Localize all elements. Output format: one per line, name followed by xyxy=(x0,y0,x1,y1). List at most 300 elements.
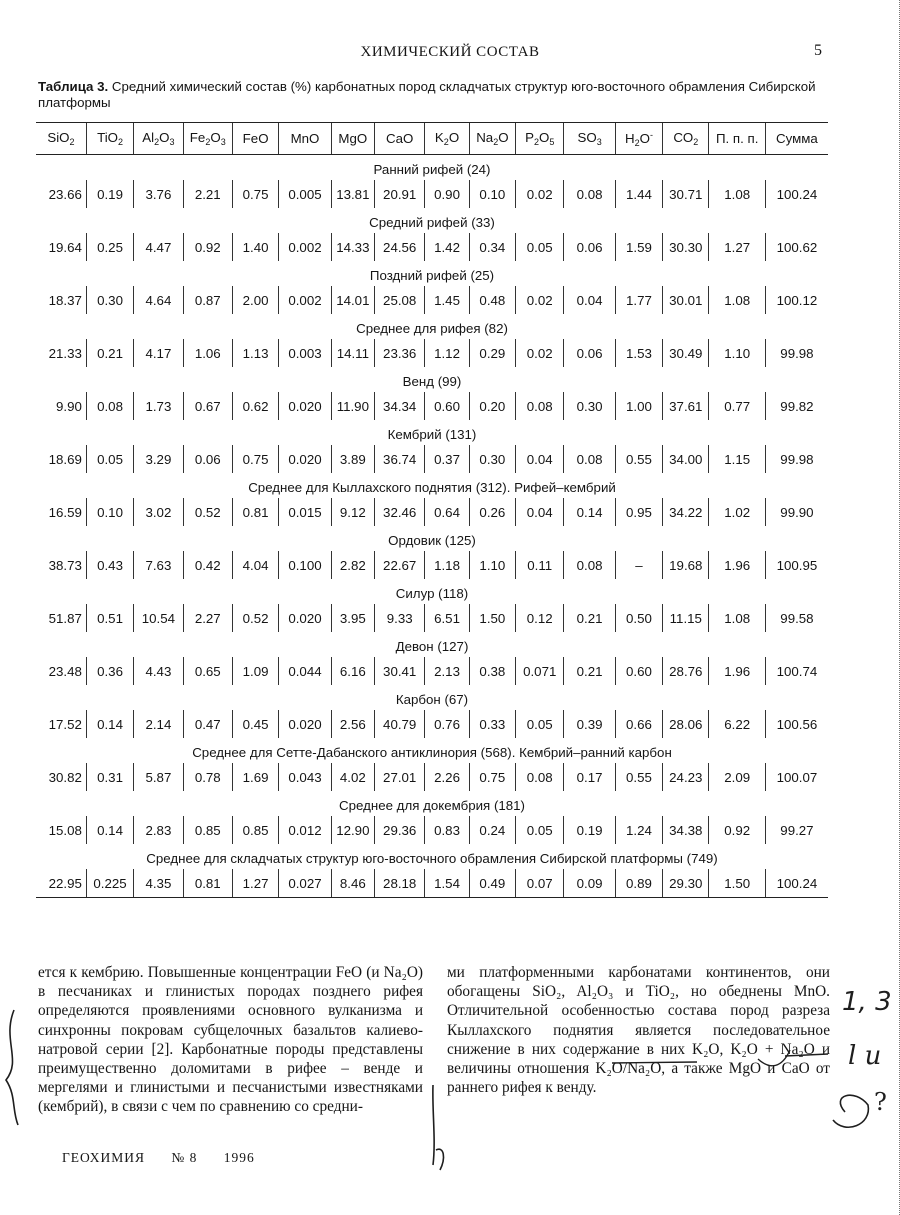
table-cell: 13.81 xyxy=(331,180,374,208)
table-cell: 0.015 xyxy=(279,498,331,526)
table-cell: – xyxy=(615,551,662,579)
period-title-row xyxy=(36,791,828,816)
column-header xyxy=(183,123,232,155)
footer-year: 1996 xyxy=(223,1150,255,1165)
table-row xyxy=(36,339,828,367)
table-cell: 0.17 xyxy=(564,763,615,791)
table-cell: 0.83 xyxy=(425,816,469,844)
table-cell: 0.05 xyxy=(516,816,564,844)
table-cell: 30.49 xyxy=(663,339,709,367)
page-footer xyxy=(62,1150,277,1166)
table-cell: 0.60 xyxy=(425,392,469,420)
handwritten-bracket-mid xyxy=(433,1085,434,1165)
page-number: 5 xyxy=(814,42,822,59)
table-cell: 2.27 xyxy=(183,604,232,632)
column-header-base: Na xyxy=(476,130,494,145)
table-cell: 10.54 xyxy=(134,604,183,632)
table-cell: 22.67 xyxy=(375,551,425,579)
column-header-subscript: 2 xyxy=(634,137,640,148)
table-label: Таблица 3. xyxy=(38,79,109,94)
table-cell: 2.13 xyxy=(425,657,469,685)
table-cell: 1.40 xyxy=(232,233,278,261)
table-cell: 0.49 xyxy=(469,869,515,898)
table-cell: 21.33 xyxy=(48,345,82,361)
table-cell: 0.21 xyxy=(86,339,133,367)
table-cell: 30.30 xyxy=(663,233,709,261)
table-cell: 0.66 xyxy=(615,710,662,738)
scan-edge xyxy=(896,0,900,1215)
column-header-base: Fe xyxy=(189,130,206,145)
table-cell: 99.90 xyxy=(765,498,828,526)
handwritten-mark-bottom xyxy=(436,1149,443,1170)
table-cell: 0.89 xyxy=(615,869,662,898)
table-cell: 27.01 xyxy=(375,763,425,791)
column-header-base: TiO xyxy=(97,130,118,145)
table-cell: 0.04 xyxy=(516,498,564,526)
table-cell: 0.14 xyxy=(86,710,133,738)
table-cell: 0.60 xyxy=(615,657,662,685)
table-cell: 0.30 xyxy=(469,445,515,473)
column-header xyxy=(134,123,183,155)
period-title: Венд (99) xyxy=(402,374,462,389)
table-cell: 0.67 xyxy=(183,392,232,420)
period-title-row xyxy=(36,526,828,551)
table-cell: 15.08 xyxy=(48,822,82,838)
table-row xyxy=(36,445,828,473)
table-cell: 0.06 xyxy=(564,233,615,261)
table-cell: 40.79 xyxy=(375,710,425,738)
table-cell: 19.64 xyxy=(48,239,82,255)
table-cell: 0.06 xyxy=(564,339,615,367)
period-title-row xyxy=(36,314,828,339)
handwritten-margin-text: l u xyxy=(848,1041,882,1071)
left-column-paragraph: ется к кембрию. Повышенные концентрации FeO (и Na₂O) в песчаниках и глинистых породах позднего рифея определяются проявлениями основного вулканизма и синхронны покровам субщелочных базальтов калиево-натровой серии [2]. Карбонатные породы представлены преимущественно доломитами в рифее – венде и мергелями и глинистыми и песчанистыми известняками (кембрий), в связи с чем по сравнению со средни- xyxy=(38,964,423,1116)
column-header-subscript: 2 xyxy=(443,137,449,147)
table-cell: 5.87 xyxy=(134,763,183,791)
table-cell: 0.005 xyxy=(279,180,331,208)
table-cell: 100.24 xyxy=(765,180,828,208)
table-cell: 8.46 xyxy=(331,869,374,898)
table-row xyxy=(36,657,828,685)
table-cell: 1.50 xyxy=(469,604,515,632)
table-cell: 2.09 xyxy=(709,763,765,791)
table-cell: 4.43 xyxy=(134,657,183,685)
table-row xyxy=(36,233,828,261)
column-header-subscript: 2 xyxy=(154,137,160,147)
period-title: Ранний рифей (24) xyxy=(373,162,491,177)
table-header-row xyxy=(36,123,828,155)
column-header-base: SO xyxy=(577,130,597,145)
table-cell: 0.21 xyxy=(564,604,615,632)
table-cell: 0.020 xyxy=(279,445,331,473)
table-cell: 0.85 xyxy=(232,816,278,844)
column-header xyxy=(765,123,828,155)
table-cell: 2.14 xyxy=(134,710,183,738)
period-title: Кембрий (131) xyxy=(387,427,477,442)
period-title: Среднее для докембрия (181) xyxy=(339,798,525,813)
table-cell: 6.51 xyxy=(425,604,469,632)
table-cell: 0.92 xyxy=(709,816,765,844)
column-header-base: MnO xyxy=(290,131,320,146)
table-cell: 1.08 xyxy=(709,604,765,632)
column-header xyxy=(375,123,425,155)
table-cell: 1.77 xyxy=(615,286,662,314)
table-cell: 37.61 xyxy=(663,392,709,420)
table-cell: 0.33 xyxy=(469,710,515,738)
period-title: Среднее для складчатых структур юго-восточного обрамления Сибирской платформы (749) xyxy=(146,851,718,866)
table-cell: 36.74 xyxy=(375,445,425,473)
table-cell: 17.52 xyxy=(48,716,82,732)
column-header-tail: O xyxy=(448,130,460,145)
column-header-base: Сумма xyxy=(776,131,818,146)
column-header-base: CaO xyxy=(386,131,414,146)
table-cell: 3.95 xyxy=(331,604,374,632)
table-cell: 1.96 xyxy=(709,657,765,685)
table-cell: 1.45 xyxy=(425,286,469,314)
footer-journal: ГЕОХИМИЯ xyxy=(62,1150,146,1165)
handwritten-question-mark: ? xyxy=(874,1088,887,1116)
table-cell: 14.11 xyxy=(331,339,374,367)
table-cell: 0.003 xyxy=(279,339,331,367)
period-title-row xyxy=(36,738,828,763)
table-cell: 0.76 xyxy=(425,710,469,738)
table-cell: 0.12 xyxy=(516,604,564,632)
table-cell: 0.002 xyxy=(279,233,331,261)
period-title-row xyxy=(36,208,828,233)
table-cell: 4.35 xyxy=(134,869,183,898)
table-row xyxy=(36,763,828,791)
column-header-subscript: 2 xyxy=(693,137,699,147)
table-cell: 34.00 xyxy=(663,445,709,473)
column-header-base: P xyxy=(525,130,534,145)
table-cell: 23.66 xyxy=(48,186,82,202)
table-cell: 0.62 xyxy=(232,392,278,420)
table-cell: 6.16 xyxy=(331,657,374,685)
table-cell: 1.08 xyxy=(709,286,765,314)
table-cell: 0.55 xyxy=(615,445,662,473)
table-cell: 0.95 xyxy=(615,498,662,526)
table-cell: 2.21 xyxy=(183,180,232,208)
column-header-subscript: 5 xyxy=(549,137,555,147)
table-cell: 1.27 xyxy=(232,869,278,898)
table-cell: 0.100 xyxy=(279,551,331,579)
table-cell: 6.22 xyxy=(709,710,765,738)
column-header-subscript: 2 xyxy=(69,137,75,147)
table-cell: 0.20 xyxy=(469,392,515,420)
table-cell: 0.26 xyxy=(469,498,515,526)
handwritten-circle xyxy=(833,1095,868,1127)
table-cell: 16.59 xyxy=(48,504,82,520)
table-cell: 0.42 xyxy=(183,551,232,579)
table-cell: 3.29 xyxy=(134,445,183,473)
table-cell: 3.02 xyxy=(134,498,183,526)
table-cell: 0.48 xyxy=(469,286,515,314)
table-cell: 0.75 xyxy=(232,180,278,208)
table-cell: 0.02 xyxy=(516,180,564,208)
column-header-base: П. п. п. xyxy=(715,131,759,146)
table-cell: 0.64 xyxy=(425,498,469,526)
table-cell: 0.10 xyxy=(469,180,515,208)
table-cell: 1.69 xyxy=(232,763,278,791)
period-title-row xyxy=(36,685,828,710)
table-cell: 51.87 xyxy=(48,610,82,626)
footer-issue: № 8 xyxy=(171,1150,198,1165)
table-cell: 0.34 xyxy=(469,233,515,261)
table-cell: 0.29 xyxy=(469,339,515,367)
column-header xyxy=(709,123,765,155)
table-cell: 14.33 xyxy=(331,233,374,261)
column-header-subscript: 2 xyxy=(493,137,499,147)
table-cell: 9.12 xyxy=(331,498,374,526)
table-cell: 0.50 xyxy=(615,604,662,632)
table-cell: 3.89 xyxy=(331,445,374,473)
period-title-row xyxy=(36,473,828,498)
table-cell: 0.38 xyxy=(469,657,515,685)
table-cell: 0.87 xyxy=(183,286,232,314)
column-header-tail: O xyxy=(639,130,650,146)
table-cell: 18.69 xyxy=(48,451,82,467)
table-cell: 1.73 xyxy=(134,392,183,420)
column-header-tail: O xyxy=(159,130,170,145)
table-cell: 4.64 xyxy=(134,286,183,314)
period-title-row xyxy=(36,261,828,286)
table-cell: 1.27 xyxy=(709,233,765,261)
table-cell: 0.027 xyxy=(279,869,331,898)
column-header xyxy=(279,123,331,155)
column-header-superscript: - xyxy=(649,129,653,140)
table-cell: 0.08 xyxy=(564,180,615,208)
table-cell: 1.06 xyxy=(183,339,232,367)
table-cell: 0.10 xyxy=(86,498,133,526)
table-cell: 0.21 xyxy=(564,657,615,685)
table-cell: 18.37 xyxy=(48,292,82,308)
table-cell: 100.95 xyxy=(765,551,828,579)
table-cell: 9.33 xyxy=(375,604,425,632)
table-cell: 2.82 xyxy=(331,551,374,579)
handwritten-margin-numbers: 1, 3 xyxy=(842,987,892,1017)
handwritten-left-brace xyxy=(6,1010,18,1125)
table-cell: 34.22 xyxy=(663,498,709,526)
table-cell: 20.91 xyxy=(375,180,425,208)
column-header-base: H xyxy=(624,130,635,146)
table-cell: 0.92 xyxy=(183,233,232,261)
table-cell: 30.41 xyxy=(375,657,425,685)
period-title: Среднее для Кыллахского поднятия (312). Рифей–кембрий xyxy=(248,480,616,495)
table-caption xyxy=(38,79,828,111)
table-cell: 100.56 xyxy=(765,710,828,738)
column-header xyxy=(469,123,515,155)
table-cell: 0.05 xyxy=(516,233,564,261)
period-title-row xyxy=(36,632,828,657)
table-cell: 0.002 xyxy=(279,286,331,314)
table-body xyxy=(36,155,828,898)
table-cell: 3.76 xyxy=(134,180,183,208)
table-row xyxy=(36,551,828,579)
table-cell: 0.043 xyxy=(279,763,331,791)
table-cell: 99.98 xyxy=(765,445,828,473)
table-cell: 0.071 xyxy=(516,657,564,685)
period-title: Ордовик (125) xyxy=(388,533,476,548)
column-header-base: CO xyxy=(673,130,694,145)
table-cell: 0.52 xyxy=(232,604,278,632)
table-cell: 1.50 xyxy=(709,869,765,898)
table-row xyxy=(36,392,828,420)
period-title-row xyxy=(36,155,828,181)
body-text-right-column xyxy=(447,963,830,1097)
table-cell: 0.85 xyxy=(183,816,232,844)
table-cell: 0.08 xyxy=(516,763,564,791)
table-cell: 11.90 xyxy=(331,392,374,420)
table-cell: 0.43 xyxy=(86,551,133,579)
column-header-tail: O xyxy=(210,130,221,145)
table-row xyxy=(36,286,828,314)
column-header-subscript: 3 xyxy=(169,137,175,147)
table-cell: 23.48 xyxy=(48,663,82,679)
period-title-row xyxy=(36,579,828,604)
table-cell: 9.90 xyxy=(55,398,82,414)
table-cell: 0.81 xyxy=(232,498,278,526)
table-cell: 100.12 xyxy=(765,286,828,314)
table-cell: 38.73 xyxy=(48,557,82,573)
table-cell: 4.17 xyxy=(134,339,183,367)
column-header-subscript: 3 xyxy=(220,137,226,147)
table-cell: 1.09 xyxy=(232,657,278,685)
table-cell: 2.56 xyxy=(331,710,374,738)
column-header xyxy=(86,123,133,155)
table-cell: 30.71 xyxy=(663,180,709,208)
table-cell: 0.52 xyxy=(183,498,232,526)
table-row xyxy=(36,604,828,632)
table-cell: 0.36 xyxy=(86,657,133,685)
table-cell: 25.08 xyxy=(375,286,425,314)
table-cell: 100.62 xyxy=(765,233,828,261)
table-cell: 22.95 xyxy=(36,869,86,898)
period-title-row xyxy=(36,367,828,392)
running-head: ХИМИЧЕСКИЙ СОСТАВ xyxy=(360,44,540,60)
table-cell: 0.30 xyxy=(86,286,133,314)
table-cell: 0.37 xyxy=(425,445,469,473)
table-cell: 34.38 xyxy=(663,816,709,844)
column-header-subscript: 2 xyxy=(533,137,539,147)
table-cell: 1.42 xyxy=(425,233,469,261)
table-cell: 100.74 xyxy=(765,657,828,685)
table-cell: 4.02 xyxy=(331,763,374,791)
table-cell: 30.01 xyxy=(663,286,709,314)
table-row xyxy=(36,816,828,844)
table-cell: 0.47 xyxy=(183,710,232,738)
table-cell: 0.77 xyxy=(709,392,765,420)
table-cell: 0.81 xyxy=(183,869,232,898)
table-cell: 29.36 xyxy=(375,816,425,844)
table-cell: 1.59 xyxy=(615,233,662,261)
table-cell: 1.08 xyxy=(709,180,765,208)
right-column-paragraph: ми платформенными карбонатами континентов, они обогащены SiO₂, Al₂O₃ и TiO₂, но обеднены MnO. Отличительной особенностью состава пород разреза Кыллахского поднятия является последовательное снижение в них содержание в них K₂O, K₂O + Na₂O и величины отношения K₂O/Na₂O, а также MgO и CaO от раннего рифея к венду. xyxy=(447,964,830,1097)
table-cell: 1.96 xyxy=(709,551,765,579)
table-cell: 0.02 xyxy=(516,286,564,314)
table-cell: 2.00 xyxy=(232,286,278,314)
table-cell: 0.08 xyxy=(516,392,564,420)
column-header-base: FeO xyxy=(242,131,269,146)
table-cell: 100.24 xyxy=(765,869,828,898)
table-cell: 1.15 xyxy=(709,445,765,473)
table-cell: 1.24 xyxy=(615,816,662,844)
period-title-row xyxy=(36,420,828,445)
table-cell: 0.06 xyxy=(183,445,232,473)
table-cell: 0.30 xyxy=(564,392,615,420)
table-cell: 0.24 xyxy=(469,816,515,844)
table-cell: 0.08 xyxy=(564,551,615,579)
table-cell: 1.00 xyxy=(615,392,662,420)
table-cell: 99.27 xyxy=(765,816,828,844)
table-cell: 0.07 xyxy=(516,869,564,898)
table-cell: 0.044 xyxy=(279,657,331,685)
column-header xyxy=(564,123,615,155)
table-cell: 0.08 xyxy=(86,392,133,420)
period-title: Среднее для Сетте-Дабанского антиклинория (568). Кембрий–ранний карбон xyxy=(192,745,672,760)
table-cell: 28.18 xyxy=(375,869,425,898)
column-header-subscript: 2 xyxy=(205,137,211,147)
column-header xyxy=(331,123,374,155)
column-header-base: Al xyxy=(142,130,155,145)
column-header-tail: O xyxy=(498,130,509,145)
table-cell: 1.13 xyxy=(232,339,278,367)
column-header-subscript: 2 xyxy=(118,137,124,147)
table-cell: 99.58 xyxy=(765,604,828,632)
table-cell: 99.98 xyxy=(765,339,828,367)
table-cell: 0.020 xyxy=(279,604,331,632)
table-cell: 0.04 xyxy=(564,286,615,314)
table-cell: 0.25 xyxy=(86,233,133,261)
table-cell: 19.68 xyxy=(663,551,709,579)
table-cell: 0.75 xyxy=(232,445,278,473)
table-title: Средний химический состав (%) карбонатных пород складчатых структур юго-восточного обрамления Сибирской платформы xyxy=(38,79,816,110)
table-cell: 0.51 xyxy=(86,604,133,632)
table-cell: 0.31 xyxy=(86,763,133,791)
table-cell: 2.83 xyxy=(134,816,183,844)
table-cell: 0.19 xyxy=(86,180,133,208)
table-row xyxy=(36,498,828,526)
table-cell: 28.06 xyxy=(663,710,709,738)
table-cell: 24.23 xyxy=(663,763,709,791)
table-cell: 1.10 xyxy=(469,551,515,579)
table-cell: 99.82 xyxy=(765,392,828,420)
table-cell: 28.76 xyxy=(663,657,709,685)
table-cell: 1.12 xyxy=(425,339,469,367)
period-title: Поздний рифей (25) xyxy=(369,268,495,283)
column-header xyxy=(615,123,662,155)
table-cell: 0.225 xyxy=(86,869,133,898)
table-cell: 0.14 xyxy=(564,498,615,526)
column-header-subscript: 3 xyxy=(596,137,602,147)
table-cell: 0.45 xyxy=(232,710,278,738)
table-cell: 1.44 xyxy=(615,180,662,208)
table-cell: 0.08 xyxy=(564,445,615,473)
chemical-composition-table xyxy=(36,122,828,898)
table-cell: 12.90 xyxy=(331,816,374,844)
table-row xyxy=(36,180,828,208)
table-cell: 100.07 xyxy=(765,763,828,791)
period-title: Девон (127) xyxy=(395,639,469,654)
table-cell: 0.020 xyxy=(279,710,331,738)
column-header xyxy=(36,123,86,155)
body-text-left-column xyxy=(38,963,423,1117)
table-cell: 1.53 xyxy=(615,339,662,367)
table-cell: 0.19 xyxy=(564,816,615,844)
table-cell: 24.56 xyxy=(375,233,425,261)
table-cell: 2.26 xyxy=(425,763,469,791)
column-header xyxy=(663,123,709,155)
table-cell: 1.10 xyxy=(709,339,765,367)
